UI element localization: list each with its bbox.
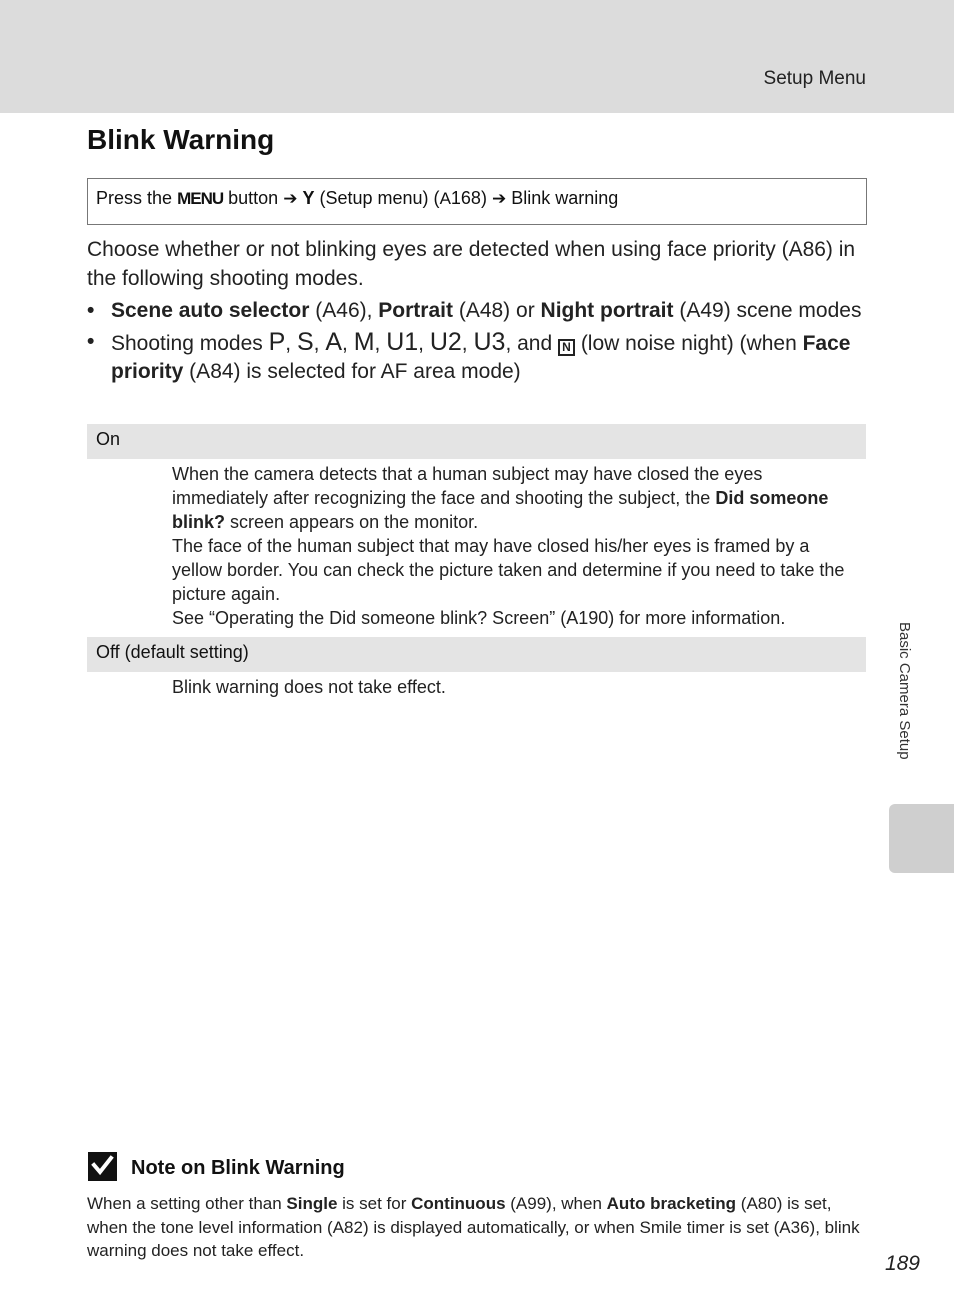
note-fragment: ( bbox=[505, 1194, 516, 1213]
note-fragment: is set for bbox=[337, 1194, 412, 1213]
list-item bbox=[87, 297, 867, 325]
desc-text: The face of the human subject that may have closed his/her eyes is framed by a yellow border. You can check the picture taken and determine if you need to take the picture again. bbox=[172, 536, 845, 604]
separator: , bbox=[374, 332, 387, 355]
note-fragment: When a setting other than bbox=[87, 1194, 287, 1213]
menu-button-icon: MENU bbox=[177, 189, 224, 208]
note-fragment: ( bbox=[736, 1194, 747, 1213]
paren-open: ( bbox=[452, 299, 466, 322]
nav-button-word: button bbox=[228, 188, 279, 208]
book-icon: A bbox=[439, 189, 451, 208]
wrench-icon: Y bbox=[302, 188, 315, 208]
book-icon: A bbox=[515, 1194, 528, 1213]
book-icon: A bbox=[686, 299, 701, 322]
single-label: Single bbox=[286, 1194, 338, 1213]
menu-path-box bbox=[87, 178, 867, 225]
desc-text: screen appears on the monitor. bbox=[225, 512, 479, 532]
bullet-dot: • bbox=[87, 330, 95, 353]
and-text: , and bbox=[505, 332, 558, 355]
book-icon: A bbox=[332, 1217, 345, 1237]
paren-open: ( bbox=[673, 299, 687, 322]
bullet-dot: • bbox=[87, 299, 95, 322]
note-text bbox=[87, 1192, 867, 1263]
paren-open: ( bbox=[183, 360, 197, 383]
nav-press-text: Press the bbox=[96, 188, 173, 208]
side-tab-label: Basic Camera Setup bbox=[896, 622, 913, 760]
intro-paragraph bbox=[87, 235, 867, 293]
page-ref: 46), bbox=[336, 299, 379, 322]
separator: , bbox=[285, 332, 297, 355]
nav-setup-text: (Setup menu) ( bbox=[319, 188, 440, 208]
mode-m-icon: M bbox=[353, 328, 375, 356]
option-off-header: Off (default setting) bbox=[87, 637, 866, 672]
paren-open: ( bbox=[309, 299, 323, 322]
mode-a-icon: A bbox=[325, 328, 343, 356]
note-title: Note on Blink Warning bbox=[131, 1157, 345, 1179]
page-number: 189 bbox=[884, 1252, 920, 1275]
scene-auto-label: Scene auto selector bbox=[111, 299, 310, 322]
option-off-description: Blink warning does not take effect. bbox=[172, 677, 446, 697]
af-area-text: 84) is selected for AF area mode) bbox=[210, 360, 521, 383]
book-icon: A bbox=[746, 1194, 758, 1213]
separator: , bbox=[461, 332, 474, 355]
header-band bbox=[0, 0, 954, 113]
shooting-modes-lead: Shooting modes bbox=[111, 332, 269, 355]
mode-u1-icon: U1 bbox=[386, 328, 419, 356]
face-priority-label: Face priority bbox=[111, 332, 851, 383]
mode-u2-icon: U2 bbox=[429, 328, 462, 356]
note-fragment: 80) is set, when the tone level information ( bbox=[87, 1194, 832, 1237]
page-ref: 49) scene modes bbox=[700, 299, 862, 322]
auto-bracketing-label: Auto bracketing bbox=[606, 1194, 737, 1213]
mode-u3-icon: U3 bbox=[473, 328, 506, 356]
desc-text: 190) for more information. bbox=[578, 608, 786, 628]
desc-text: When the camera detects that a human subject may have closed the eyes immediately after recognizing the face and shooting the subject, the bbox=[172, 464, 763, 508]
separator: , bbox=[418, 332, 430, 355]
book-icon: A bbox=[322, 299, 337, 322]
book-icon: A bbox=[788, 238, 803, 261]
low-noise-text: (low noise night) (when bbox=[574, 332, 803, 355]
book-icon: A bbox=[779, 1217, 791, 1237]
note-fragment: 36), blink warning does not take effect. bbox=[87, 1217, 860, 1260]
note-fragment: 99), when bbox=[527, 1194, 607, 1213]
mode-p-icon: P bbox=[268, 328, 286, 356]
continuous-label: Continuous bbox=[411, 1194, 506, 1213]
arrow-right-icon: ➔ bbox=[283, 189, 298, 208]
side-tab bbox=[889, 804, 954, 873]
intro-text: Choose whether or not blinking eyes are detected when using face priority ( bbox=[87, 238, 789, 261]
book-icon: A bbox=[465, 299, 480, 322]
note-fragment: 82) is displayed automatically, or when Smile timer is set ( bbox=[344, 1217, 780, 1237]
did-someone-blink-label: Did someone blink? bbox=[172, 488, 829, 532]
page-ref: 48) or bbox=[479, 299, 541, 322]
desc-text: See “Operating the Did someone blink? Screen” ( bbox=[172, 608, 567, 628]
portrait-label: Portrait bbox=[378, 299, 453, 322]
low-noise-night-icon: N bbox=[558, 339, 575, 356]
shooting-mode-list bbox=[87, 297, 867, 389]
nav-item: Blink warning bbox=[511, 188, 619, 208]
intro-tail: 86) in the following shooting modes. bbox=[87, 238, 856, 290]
checkmark-note-icon bbox=[88, 1152, 117, 1181]
separator: , bbox=[342, 332, 354, 355]
option-on-description bbox=[172, 462, 862, 630]
section-label: Setup Menu bbox=[763, 68, 866, 89]
nav-setup-page: 168) bbox=[450, 188, 487, 208]
night-portrait-label: Night portrait bbox=[540, 299, 674, 322]
mode-s-icon: S bbox=[296, 328, 314, 356]
page-title: Blink Warning bbox=[87, 124, 275, 155]
arrow-right-icon: ➔ bbox=[491, 189, 507, 208]
book-icon: A bbox=[196, 360, 211, 383]
separator: , bbox=[313, 332, 326, 355]
option-on-header: On bbox=[87, 424, 866, 459]
list-item bbox=[87, 328, 867, 386]
book-icon: A bbox=[566, 608, 579, 628]
